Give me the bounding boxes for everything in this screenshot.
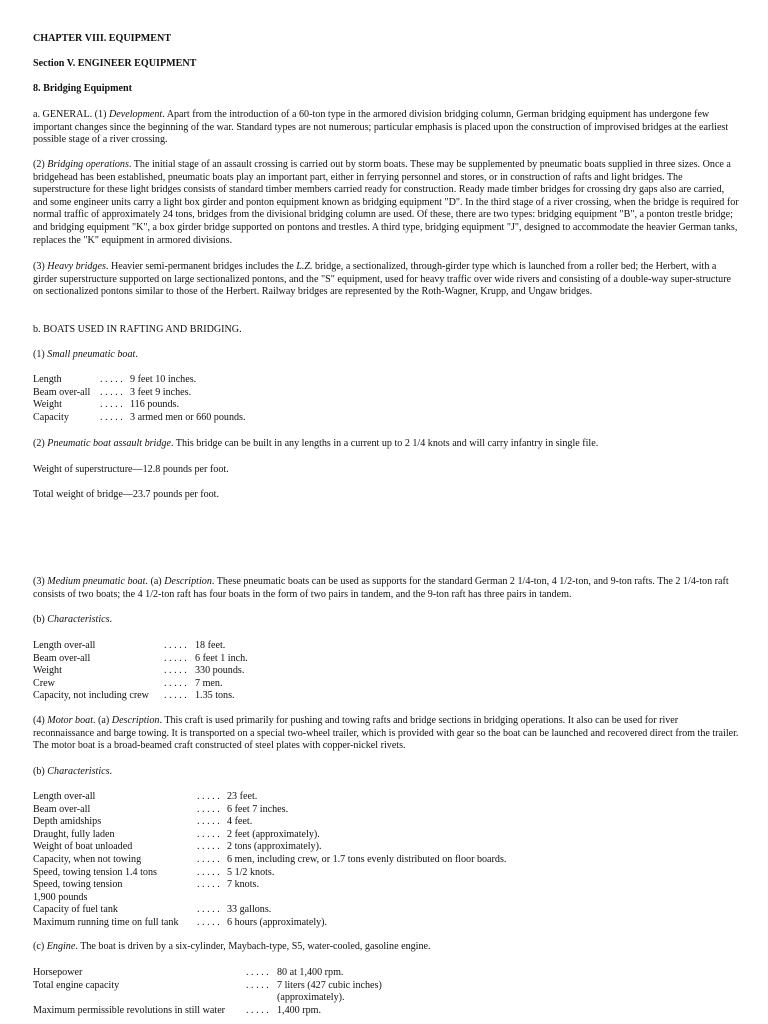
spec-value: 3 armed men or 660 pounds. bbox=[130, 411, 246, 423]
paragraph-title: Development bbox=[108, 109, 163, 120]
spec-row bbox=[33, 653, 739, 666]
paragraph-lead: (2) bbox=[33, 438, 48, 449]
spec-label: Capacity of fuel tank bbox=[33, 904, 118, 916]
spec-row bbox=[33, 690, 739, 703]
section-title: Section V. ENGINEER EQUIPMENT bbox=[33, 58, 197, 69]
spec-row bbox=[33, 904, 739, 917]
spec-value: 330 pounds. bbox=[195, 665, 245, 677]
spec-row bbox=[33, 879, 739, 892]
paragraph-lead: a. GENERAL. (1) bbox=[33, 109, 109, 120]
lz-term: L.Z. bbox=[296, 261, 313, 272]
spec-row bbox=[33, 917, 739, 930]
spec-leader: . . . . . bbox=[246, 1004, 269, 1016]
spec-value: 9 feet 10 inches. bbox=[130, 374, 197, 385]
item-lead: (b) bbox=[33, 614, 48, 625]
bridge-total-weight: Total weight of bridge—23.7 pounds per foot. bbox=[33, 489, 219, 500]
motor-boat-characteristics-heading bbox=[33, 766, 739, 779]
spec-leader: . . . . . bbox=[246, 967, 269, 978]
paragraph-lead: (3) bbox=[33, 261, 48, 272]
spec-row bbox=[33, 640, 739, 653]
spec-row bbox=[33, 867, 739, 880]
spec-value: (approximately). bbox=[277, 992, 345, 1004]
paragraph-title: Medium pneumatic boat bbox=[47, 576, 146, 587]
spec-leader: . . . . . bbox=[164, 677, 187, 689]
spec-label: Draught, fully laden bbox=[33, 828, 115, 840]
spec-value: 80 at 1,400 rpm. bbox=[277, 967, 344, 978]
spec-label: Depth amidships bbox=[33, 816, 102, 828]
paragraph-motor-boat bbox=[33, 715, 739, 753]
spec-label: Capacity, not including crew bbox=[33, 690, 149, 702]
chapter-title: CHAPTER VIII. EQUIPMENT bbox=[33, 33, 172, 44]
paragraph-title: Motor boat bbox=[47, 715, 93, 726]
spec-row bbox=[33, 678, 739, 691]
spec-leader: . . . . . bbox=[197, 866, 220, 878]
paragraph-text: . The initial stage of an assault crossing is carried out by storm boats. These may be supplemented by pneumatic boats supplied in three sizes. Once a bridgehead has been established, pneumatic boats play an important part, either in ferrying personnel and stores, or in construction of rafts and light bridges. The superstructure for these light bridges consists of standard timber members carried ready for construction. Ready made timber bridges for crossing dry gaps also are carried, and some engineer units carry a light box girder and ponton equipment known as bridging equipment "D". In the third stage of a river crossing, when the bridge is required for normal traffic of approximately 24 tons, bridges from the divisional bridging column are used. Of these, there are two types: bridging equipment "B", a ponton trestle bridge; and bridging equipment "K", a box girder bridge supported on pontons and trestles. A third type, bridging equipment "J", designed to accommodate the heavier German tanks, replaces the "K" equipment in armored divisions. bbox=[33, 159, 739, 246]
spec-value: 3 feet 9 inches. bbox=[130, 386, 192, 398]
spec-row bbox=[33, 892, 739, 905]
paragraph-title: Bridging operations bbox=[47, 159, 129, 170]
spec-row bbox=[33, 1005, 739, 1018]
spec-leader: . . . . . bbox=[197, 816, 220, 828]
paragraph-bridging-operations bbox=[33, 159, 739, 247]
spec-label: Length bbox=[33, 374, 62, 385]
paragraph-title: Engine bbox=[46, 941, 76, 952]
spec-value: 6 men, including crew, or 1.7 tons evenly distributed on floor boards. bbox=[227, 853, 507, 865]
spec-label: Capacity bbox=[33, 411, 69, 423]
spec-label: Length over-all bbox=[33, 640, 96, 651]
spec-leader: . . . . . bbox=[100, 399, 123, 411]
spec-value: 6 feet 7 inches. bbox=[227, 803, 289, 815]
boats-heading: b. BOATS USED IN RAFTING AND BRIDGING. bbox=[33, 324, 242, 335]
item-lead: (1) bbox=[33, 349, 48, 360]
description-title: Description bbox=[164, 576, 212, 587]
spec-value: 1.35 tons. bbox=[195, 690, 235, 702]
spec-value: 6 hours (approximately). bbox=[227, 916, 328, 928]
spec-row bbox=[33, 665, 739, 678]
spec-row bbox=[33, 399, 739, 412]
paragraph-lead: (3) bbox=[33, 576, 48, 587]
section-heading: 8. Bridging Equipment bbox=[33, 83, 133, 94]
small-boat-heading bbox=[33, 349, 739, 362]
spec-label: Crew bbox=[33, 677, 55, 689]
item-end: . bbox=[109, 614, 113, 625]
paragraph-text: . This bridge can be built in any lengths in a current up to 2 1/4 knots and will carry infantry in single file. bbox=[170, 438, 599, 449]
paragraph-text: . Apart from the introduction of a 60-ton type in the armored division bridging column, German bridging equipment has undergone few important changes since the beginning of the war. Standard types are not numerous; particular emphasis is placed upon the construction of improvised bridges at the earliest possible stage of a river crossing. bbox=[33, 109, 729, 146]
paragraph-assault-bridge bbox=[33, 438, 739, 451]
paragraph-lead: (2) bbox=[33, 159, 48, 170]
spec-row bbox=[33, 854, 739, 867]
spec-label: Maximum running time on full tank bbox=[33, 916, 179, 928]
spec-label: Horsepower bbox=[33, 967, 83, 978]
spec-row bbox=[33, 829, 739, 842]
item-end: . bbox=[135, 349, 138, 360]
spec-label: Speed, towing tension bbox=[33, 879, 123, 891]
spec-row bbox=[33, 992, 739, 1005]
spec-label: Capacity, when not towing bbox=[33, 853, 142, 865]
spec-value: 116 pounds. bbox=[130, 399, 179, 411]
item-title: Characteristics bbox=[47, 614, 110, 625]
spec-label: 1,900 pounds bbox=[33, 891, 88, 903]
paragraph-text: . (a) bbox=[93, 715, 112, 726]
paragraph-title: Heavy bridges bbox=[47, 261, 106, 272]
spec-label: Weight of boat unloaded bbox=[33, 841, 133, 853]
paragraph-medium-boat bbox=[33, 576, 739, 601]
spec-label: Weight bbox=[33, 665, 62, 677]
motor-boat-specs bbox=[33, 791, 739, 930]
spec-value: 7 knots. bbox=[227, 879, 259, 891]
item-title: Small pneumatic boat bbox=[47, 349, 136, 360]
spec-label: Maximum permissible revolutions in still water bbox=[33, 1004, 226, 1016]
spec-leader: . . . . . bbox=[197, 916, 220, 928]
spec-leader: . . . . . bbox=[164, 652, 187, 664]
spec-label: Speed, towing tension 1.4 tons bbox=[33, 866, 157, 878]
spec-leader: . . . . . bbox=[197, 879, 220, 891]
spec-value: 5 1/2 knots. bbox=[227, 866, 275, 878]
spec-value: 2 feet (approximately). bbox=[227, 828, 320, 840]
spec-value: 6 feet 1 inch. bbox=[195, 652, 248, 664]
spec-leader: . . . . . bbox=[197, 803, 220, 815]
spec-label: Total engine capacity bbox=[33, 979, 120, 991]
medium-boat-specs bbox=[33, 640, 739, 703]
spec-value: 7 liters (427 cubic inches) bbox=[277, 979, 382, 991]
spec-row bbox=[33, 791, 739, 804]
paragraph-text: bridge, a sectionalized, through-girder type which is launched from a roller bed; the Herbert, with a girder superstructure supported on large sectionalized pontons, and the "S" equipment, used for heavy traffic over wide rivers and consisting of a double-way super-structure on sectionalized pontons similar to those of the Herbert. Railway bridges are represented by the Roth-Wagner, Krupp, and Ungaw bridges. bbox=[33, 261, 732, 298]
paragraph-lead: (4) bbox=[33, 715, 48, 726]
spec-row bbox=[33, 387, 739, 400]
spec-leader: . . . . . bbox=[197, 904, 220, 916]
medium-boat-characteristics-heading bbox=[33, 614, 739, 627]
spec-leader: . . . . . bbox=[164, 640, 187, 651]
spec-leader: . . . . . bbox=[100, 374, 123, 385]
spec-row bbox=[33, 967, 739, 980]
spec-label: Weight bbox=[33, 399, 62, 411]
spec-leader: . . . . . bbox=[197, 841, 220, 853]
paragraph-title: Pneumatic boat assault bridge bbox=[47, 438, 171, 449]
paragraph-text: . (a) bbox=[145, 576, 165, 587]
description-title: Description bbox=[111, 715, 160, 726]
spec-value: 23 feet. bbox=[227, 791, 258, 802]
paragraph-text: . Heavier semi-permanent bridges includes the bbox=[105, 261, 297, 272]
item-lead: (b) bbox=[33, 766, 48, 777]
paragraph-general bbox=[33, 109, 739, 147]
spec-value: 1,400 rpm. bbox=[277, 1004, 322, 1016]
spec-value: 18 feet. bbox=[195, 640, 226, 651]
spec-value: 4 feet. bbox=[227, 816, 253, 828]
spec-row bbox=[33, 816, 739, 829]
spec-leader: . . . . . bbox=[164, 690, 187, 702]
spec-leader: . . . . . bbox=[164, 665, 187, 677]
spec-row bbox=[33, 980, 739, 993]
item-end: . bbox=[109, 766, 113, 777]
spec-leader: . . . . . bbox=[100, 386, 123, 398]
superstructure-weight: Weight of superstructure—12.8 pounds per foot. bbox=[33, 464, 229, 475]
spec-label: Beam over-all bbox=[33, 652, 91, 664]
spec-row bbox=[33, 804, 739, 817]
paragraph-text: . The boat is driven by a six-cylinder, Maybach-type, S5, water-cooled, gasoline engine. bbox=[75, 941, 431, 952]
spec-label: Length over-all bbox=[33, 791, 96, 802]
spec-label: Beam over-all bbox=[33, 803, 91, 815]
engine-specs bbox=[33, 967, 739, 1017]
item-title: Characteristics bbox=[47, 766, 110, 777]
paragraph-text: . These pneumatic boats can be used as supports for the standard German 2 1/4-ton, 4 1/2-ton, and 9-ton rafts. The 2 1/4-ton raft consists of two boats; the 4 1/2-ton raft has four boats in the form of two pairs in tandem, and the 9-ton raft has three pairs in tandem. bbox=[33, 576, 729, 600]
paragraph-text: . This craft is used primarily for pushing and towing rafts and bridge sections in bridging operations. It also can be used for river reconnaissance and barge towing. It is transported on a special two-wheel trailer, which is provided with gear so the boat can be launched and recovered direct from the trailer. The motor boat is a broad-beamed craft constructed of steel plates with copper-nickel rivets. bbox=[33, 715, 739, 752]
spec-row bbox=[33, 412, 739, 425]
spec-value: 33 gallons. bbox=[227, 904, 272, 916]
spec-value: 7 men. bbox=[195, 677, 223, 689]
spec-row bbox=[33, 374, 739, 387]
spec-leader: . . . . . bbox=[100, 411, 123, 423]
spec-leader: . . . . . bbox=[197, 828, 220, 840]
spec-leader: . . . . . bbox=[197, 791, 220, 802]
paragraph-heavy-bridges bbox=[33, 261, 739, 299]
spec-label: Beam over-all bbox=[33, 386, 91, 398]
paragraph-lead: (c) bbox=[33, 941, 47, 952]
small-boat-specs bbox=[33, 374, 739, 424]
spec-leader: . . . . . bbox=[246, 979, 269, 991]
paragraph-engine bbox=[33, 941, 739, 954]
spec-leader: . . . . . bbox=[197, 853, 220, 865]
spec-value: 2 tons (approximately). bbox=[227, 841, 322, 853]
spec-row bbox=[33, 841, 739, 854]
